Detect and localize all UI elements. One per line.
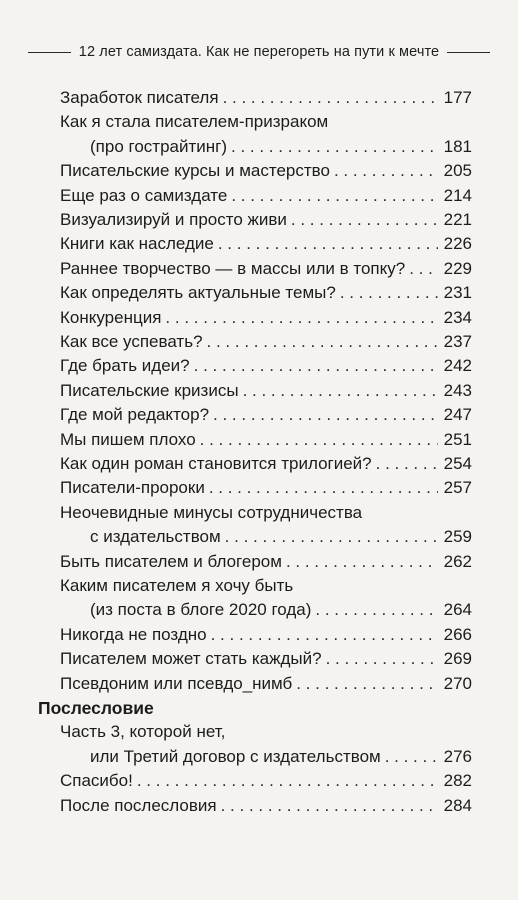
toc-page-number: 251 xyxy=(443,429,472,449)
toc-page-number: 214 xyxy=(443,185,472,205)
toc-page-number: 234 xyxy=(443,307,472,327)
toc-entry xyxy=(60,672,472,696)
toc-entry xyxy=(60,354,472,378)
toc-entry-title: Еще раз о самиздате xyxy=(60,185,228,205)
toc-entry xyxy=(90,598,472,622)
toc-entry xyxy=(60,330,472,354)
toc-entry-title: Конкуренция xyxy=(60,307,162,327)
toc-entry xyxy=(60,379,472,403)
toc-entry xyxy=(60,452,472,476)
toc-entry xyxy=(90,745,472,769)
toc-entry-title: с издательством xyxy=(90,527,221,547)
toc-entry xyxy=(60,281,472,305)
toc-entry-title-line: Часть 3, которой нет, xyxy=(60,722,226,742)
running-header xyxy=(28,40,490,64)
dot-leader xyxy=(225,525,438,549)
toc-entry-title-line: Неочевидные минусы сотрудничества xyxy=(60,502,363,522)
toc-entry xyxy=(60,428,472,452)
toc-entry-title-line: Каким писателем я хочу быть xyxy=(60,576,294,595)
toc-page-number: 243 xyxy=(443,380,472,400)
toc-entry-title: После послесловия xyxy=(60,795,217,815)
toc-entry-title: (про гострайтинг) xyxy=(90,136,228,156)
toc-entry-title: Писателем может стать каждый? xyxy=(60,649,322,669)
dot-leader xyxy=(218,232,438,256)
toc-entry-title: Быть писателем и блогером xyxy=(60,551,282,571)
toc-page-number: 226 xyxy=(443,234,472,254)
toc-entry-title: Как все успевать? xyxy=(60,332,203,351)
dot-leader xyxy=(209,476,438,500)
dot-leader xyxy=(286,550,438,574)
toc-page-number: 205 xyxy=(443,161,472,181)
toc-entry xyxy=(60,232,472,256)
toc-entry xyxy=(60,159,472,183)
toc-page-number: 221 xyxy=(443,210,472,229)
toc-entry xyxy=(60,403,472,427)
toc-section-heading: Послесловие xyxy=(38,698,154,718)
toc-page-number: 231 xyxy=(443,283,472,303)
toc-entry-title: Как определять актуальные темы? xyxy=(60,283,336,303)
toc-page-number: 257 xyxy=(443,478,472,498)
toc-entry-title: Раннее творчество — в массы или в топку? xyxy=(60,258,406,278)
toc-page-number: 181 xyxy=(443,136,472,156)
header-rule-left xyxy=(28,52,71,53)
toc-entry xyxy=(60,306,472,330)
dot-leader xyxy=(243,379,438,403)
toc-entry xyxy=(60,550,472,574)
toc-entry-title: или Третий договор с издательством xyxy=(90,746,381,766)
toc-page-number: 237 xyxy=(443,332,472,351)
toc-page-number: 270 xyxy=(443,673,472,693)
toc-entry xyxy=(90,135,472,159)
toc-entry xyxy=(60,208,472,232)
toc-page-number: 262 xyxy=(443,551,472,571)
dot-leader xyxy=(231,184,438,208)
toc-entry-title-line: Как я стала писателем-призраком xyxy=(60,112,329,132)
toc-page-number: 229 xyxy=(443,258,472,278)
dot-leader xyxy=(340,281,438,305)
dot-leader xyxy=(194,354,438,378)
toc-entry-title: Заработок писателя xyxy=(60,88,219,107)
toc-entry-title: (из поста в блоге 2020 года) xyxy=(90,600,312,620)
toc-entry xyxy=(60,476,472,500)
dot-leader xyxy=(334,159,438,183)
toc-page-number: 269 xyxy=(443,649,472,669)
dot-leader xyxy=(207,330,438,354)
toc-entry-title: Визуализируй и просто живи xyxy=(60,210,287,229)
toc-page-number: 259 xyxy=(443,527,472,547)
toc-page-number: 177 xyxy=(443,88,472,107)
dot-leader xyxy=(137,769,438,793)
dot-leader xyxy=(211,623,438,647)
toc-entry-title: Никогда не поздно xyxy=(60,624,207,644)
dot-leader xyxy=(326,647,438,671)
toc-page-number: 242 xyxy=(443,356,472,376)
toc-entry xyxy=(60,184,472,208)
toc-page-number: 284 xyxy=(443,795,472,815)
toc-entry xyxy=(60,647,472,671)
toc-page-number: 266 xyxy=(443,624,472,644)
dot-leader xyxy=(376,452,438,476)
toc-page-number: 254 xyxy=(443,454,472,473)
dot-leader xyxy=(213,403,438,427)
toc-entry-title: Писательские кризисы xyxy=(60,380,239,400)
running-title: 12 лет самиздата. Как не перегореть на пути к мечте xyxy=(78,44,440,60)
toc-entry xyxy=(60,86,472,110)
dot-leader xyxy=(165,306,438,330)
toc-entry-title: Писательские курсы и мастерство xyxy=(60,161,330,181)
toc-entry-title: Где брать идеи? xyxy=(60,356,190,376)
toc-page-number: 282 xyxy=(443,771,472,791)
toc-page-number: 276 xyxy=(443,746,472,766)
toc-entry-title: Где мой редактор? xyxy=(60,405,210,425)
dot-leader xyxy=(291,208,438,232)
toc-entry-title: Спасибо! xyxy=(60,771,133,791)
header-rule-right xyxy=(447,52,490,53)
dot-leader xyxy=(200,428,438,452)
toc-entry xyxy=(60,623,472,647)
dot-leader xyxy=(296,672,438,696)
toc-entry xyxy=(90,525,472,549)
toc-entry-title: Как один роман становится трилогией? xyxy=(60,454,372,473)
dot-leader xyxy=(221,794,438,818)
dot-leader xyxy=(409,257,438,281)
toc-entry-title: Псевдоним или псевдо_нимб xyxy=(60,673,293,693)
toc-entry-title: Писатели-пророки xyxy=(60,478,205,498)
toc-entry xyxy=(60,257,472,281)
toc-entry-title: Мы пишем плохо xyxy=(60,429,196,449)
dot-leader xyxy=(315,598,438,622)
toc-page-number: 264 xyxy=(443,600,472,620)
toc-entry xyxy=(60,769,472,793)
toc-page-number: 247 xyxy=(443,405,472,425)
toc-entry-title: Книги как наследие xyxy=(60,234,214,254)
dot-leader xyxy=(223,86,438,110)
dot-leader xyxy=(385,745,438,769)
dot-leader xyxy=(231,135,438,159)
toc-entry xyxy=(60,794,472,818)
